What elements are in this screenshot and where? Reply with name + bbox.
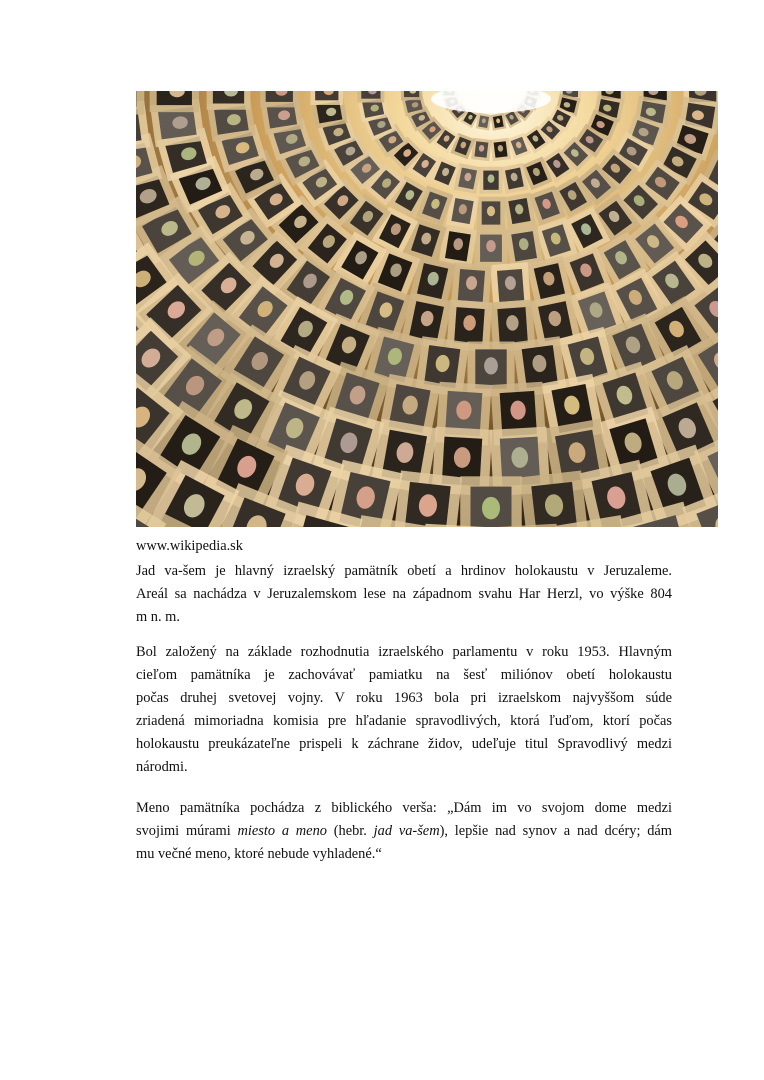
portrait-frame [311,91,344,105]
paragraph-line-mixed [136,820,672,843]
portrait-frame [393,471,462,527]
photo-illustration [136,91,718,527]
text-run: (hebr. [326,823,374,839]
paragraph-history [136,641,672,779]
paragraph-intro [136,560,672,629]
italic-phrase: jad va-šem [373,823,440,839]
paragraph-line: Areál sa nachádza v Jeruzalemskom lese na západnom svahu Har Herzl, vo výške 804 [136,586,672,602]
portrait-frame [136,91,144,115]
portrait-frame [490,113,506,131]
portrait-frame [357,91,384,103]
portrait-frame [460,476,522,527]
paragraph-line: zriadená mimoriadna komisia pre hľadanie spravodlivých, ktorá ľuďom, ktorí počas [136,713,672,729]
paragraph-line: národmi. [136,759,188,775]
paragraph-line: Meno pamätníka pochádza z biblického verša: „Dám im vo svojom dome medzi [136,800,672,816]
paragraph-line: m n. m. [136,609,180,625]
paragraph-line: cieľom pamätníka je zachovávať pamiatku na šesť miliónov obetí holokaustu [136,667,672,683]
portrait-frame [150,91,199,112]
portrait-frame [505,225,543,268]
portrait-frame [207,91,251,110]
paragraph-name-origin [136,797,672,866]
paragraph-line: Bol založený na základe rozhodnutia izraelského parlamentu v roku 1953. Hlavným [136,644,672,660]
portrait-frame [475,229,508,267]
text-run: svojimi múrami [136,823,238,839]
portrait-frame [477,197,505,230]
paragraph-line: Jad va-šem je hlavný izraelský pamätník obetí a hrdinov holokaustu v Jeruzaleme. [136,563,672,579]
portrait-frame [503,193,536,230]
portrait-frame [401,91,422,100]
hall-of-names-photo [136,91,718,527]
paragraph-line: holokaustu preukázateľne prispeli k záchrane židov, udeľuje titul Spravodlivý medzi [136,736,672,752]
image-source-caption: www.wikipedia.sk [136,538,243,554]
italic-phrase: miesto a meno [237,823,327,839]
portrait-frame [479,167,502,194]
paragraph-line: mu večné meno, ktoré nebude vyhladené.“ [136,846,382,862]
text-run: ), lepšie nad synov a nad dcéry; dám [439,823,672,839]
portrait-frame [520,471,589,527]
portrait-frame [490,138,511,161]
portrait-frame [260,91,298,107]
paragraph-line: počas druhej svetovej vojny. V roku 1963 bola pri izraelskom najvyššom súde [136,690,672,706]
